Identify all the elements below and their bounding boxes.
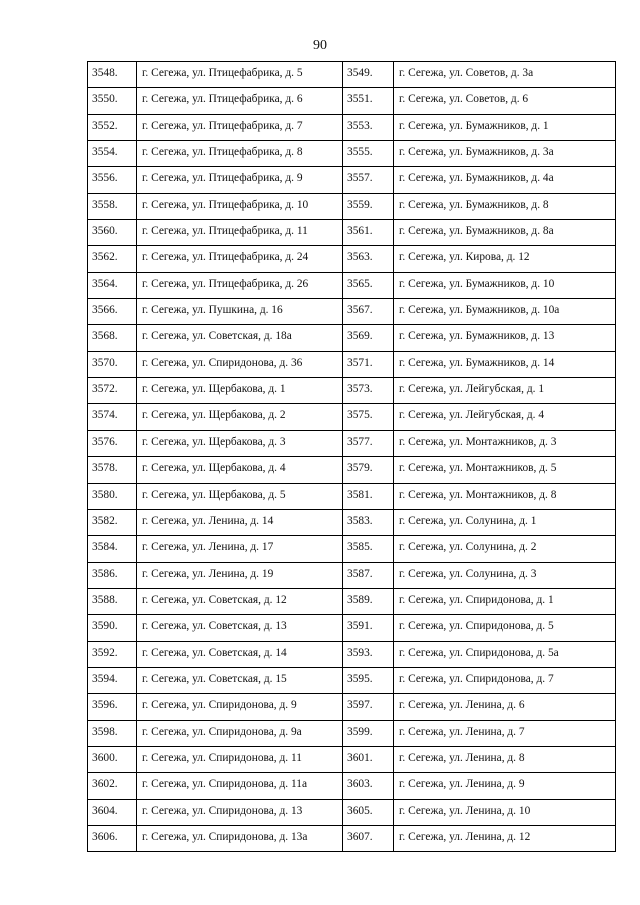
table-row	[88, 457, 616, 483]
address-left: г. Сегежа, ул. Птицефабрика, д. 26	[137, 272, 343, 298]
entry-number-left: 3596.	[88, 694, 137, 720]
address-right: г. Сегежа, ул. Спиридонова, д. 7	[394, 667, 616, 693]
address-right: г. Сегежа, ул. Монтажников, д. 5	[394, 457, 616, 483]
entry-number-left: 3568.	[88, 325, 137, 351]
entry-number-left: 3548.	[88, 62, 137, 88]
address-left: г. Сегежа, ул. Птицефабрика, д. 7	[137, 114, 343, 140]
entry-number-right: 3577.	[343, 430, 394, 456]
address-left: г. Сегежа, ул. Птицефабрика, д. 24	[137, 246, 343, 272]
entry-number-left: 3598.	[88, 720, 137, 746]
entry-number-right: 3595.	[343, 667, 394, 693]
entry-number-right: 3551.	[343, 88, 394, 114]
entry-number-right: 3587.	[343, 562, 394, 588]
table-row	[88, 615, 616, 641]
address-right: г. Сегежа, ул. Кирова, д. 12	[394, 246, 616, 272]
address-right: г. Сегежа, ул. Бумажников, д. 10	[394, 272, 616, 298]
table-row	[88, 720, 616, 746]
entry-number-right: 3575.	[343, 404, 394, 430]
entry-number-right: 3589.	[343, 588, 394, 614]
table-row	[88, 562, 616, 588]
entry-number-right: 3601.	[343, 746, 394, 772]
entry-number-left: 3566.	[88, 299, 137, 325]
entry-number-right: 3593.	[343, 641, 394, 667]
address-left: г. Сегежа, ул. Щербакова, д. 2	[137, 404, 343, 430]
address-left: г. Сегежа, ул. Ленина, д. 17	[137, 536, 343, 562]
table-row	[88, 746, 616, 772]
address-left: г. Сегежа, ул. Ленина, д. 19	[137, 562, 343, 588]
entry-number-left: 3604.	[88, 799, 137, 825]
entry-number-right: 3565.	[343, 272, 394, 298]
table-row	[88, 378, 616, 404]
entry-number-left: 3578.	[88, 457, 137, 483]
table-row	[88, 272, 616, 298]
entry-number-left: 3576.	[88, 430, 137, 456]
table-row	[88, 325, 616, 351]
entry-number-right: 3549.	[343, 62, 394, 88]
entry-number-left: 3562.	[88, 246, 137, 272]
entry-number-left: 3590.	[88, 615, 137, 641]
table-row	[88, 246, 616, 272]
entry-number-left: 3594.	[88, 667, 137, 693]
address-right: г. Сегежа, ул. Солунина, д. 2	[394, 536, 616, 562]
table-row	[88, 88, 616, 114]
table-row	[88, 351, 616, 377]
table-row	[88, 588, 616, 614]
entry-number-left: 3554.	[88, 141, 137, 167]
address-right: г. Сегежа, ул. Бумажников, д. 8	[394, 193, 616, 219]
address-right: г. Сегежа, ул. Бумажников, д. 14	[394, 351, 616, 377]
address-right: г. Сегежа, ул. Солунина, д. 1	[394, 509, 616, 535]
entry-number-left: 3600.	[88, 746, 137, 772]
address-right: г. Сегежа, ул. Спиридонова, д. 1	[394, 588, 616, 614]
table-row	[88, 799, 616, 825]
entry-number-right: 3603.	[343, 773, 394, 799]
address-right: г. Сегежа, ул. Ленина, д. 7	[394, 720, 616, 746]
table-row	[88, 667, 616, 693]
address-right: г. Сегежа, ул. Ленина, д. 12	[394, 825, 616, 851]
entry-number-right: 3573.	[343, 378, 394, 404]
address-right: г. Сегежа, ул. Монтажников, д. 3	[394, 430, 616, 456]
table-row	[88, 193, 616, 219]
entry-number-right: 3569.	[343, 325, 394, 351]
entry-number-left: 3584.	[88, 536, 137, 562]
address-right: г. Сегежа, ул. Бумажников, д. 1	[394, 114, 616, 140]
entry-number-left: 3586.	[88, 562, 137, 588]
page-number: 90	[313, 38, 327, 53]
entry-number-right: 3607.	[343, 825, 394, 851]
entry-number-right: 3581.	[343, 483, 394, 509]
address-left: г. Сегежа, ул. Птицефабрика, д. 11	[137, 220, 343, 246]
entry-number-left: 3556.	[88, 167, 137, 193]
address-left: г. Сегежа, ул. Советская, д. 12	[137, 588, 343, 614]
address-left: г. Сегежа, ул. Щербакова, д. 1	[137, 378, 343, 404]
table-row	[88, 536, 616, 562]
entry-number-right: 3563.	[343, 246, 394, 272]
entry-number-right: 3557.	[343, 167, 394, 193]
address-table	[87, 61, 616, 852]
address-right: г. Сегежа, ул. Монтажников, д. 8	[394, 483, 616, 509]
entry-number-right: 3567.	[343, 299, 394, 325]
table-row	[88, 299, 616, 325]
table-row	[88, 825, 616, 851]
entry-number-left: 3582.	[88, 509, 137, 535]
address-left: г. Сегежа, ул. Щербакова, д. 4	[137, 457, 343, 483]
address-left: г. Сегежа, ул. Ленина, д. 14	[137, 509, 343, 535]
address-left: г. Сегежа, ул. Советская, д. 18а	[137, 325, 343, 351]
entry-number-right: 3559.	[343, 193, 394, 219]
address-right: г. Сегежа, ул. Спиридонова, д. 5а	[394, 641, 616, 667]
entry-number-left: 3558.	[88, 193, 137, 219]
entry-number-left: 3574.	[88, 404, 137, 430]
table-row	[88, 141, 616, 167]
entry-number-left: 3570.	[88, 351, 137, 377]
address-left: г. Сегежа, ул. Советская, д. 13	[137, 615, 343, 641]
entry-number-left: 3560.	[88, 220, 137, 246]
address-right: г. Сегежа, ул. Лейгубская, д. 4	[394, 404, 616, 430]
address-right: г. Сегежа, ул. Советов, д. 3а	[394, 62, 616, 88]
entry-number-left: 3602.	[88, 773, 137, 799]
address-left: г. Сегежа, ул. Птицефабрика, д. 5	[137, 62, 343, 88]
entry-number-right: 3571.	[343, 351, 394, 377]
table-row	[88, 509, 616, 535]
entry-number-right: 3561.	[343, 220, 394, 246]
address-left: г. Сегежа, ул. Спиридонова, д. 13	[137, 799, 343, 825]
entry-number-right: 3599.	[343, 720, 394, 746]
address-left: г. Сегежа, ул. Птицефабрика, д. 9	[137, 167, 343, 193]
address-table-body	[88, 62, 616, 852]
entry-number-left: 3550.	[88, 88, 137, 114]
address-left: г. Сегежа, ул. Птицефабрика, д. 8	[137, 141, 343, 167]
table-row	[88, 483, 616, 509]
address-left: г. Сегежа, ул. Щербакова, д. 3	[137, 430, 343, 456]
address-left: г. Сегежа, ул. Спиридонова, д. 9	[137, 694, 343, 720]
address-right: г. Сегежа, ул. Ленина, д. 6	[394, 694, 616, 720]
entry-number-left: 3552.	[88, 114, 137, 140]
entry-number-left: 3588.	[88, 588, 137, 614]
address-left: г. Сегежа, ул. Спиридонова, д. 11а	[137, 773, 343, 799]
address-left: г. Сегежа, ул. Спиридонова, д. 9а	[137, 720, 343, 746]
address-left: г. Сегежа, ул. Птицефабрика, д. 10	[137, 193, 343, 219]
address-left: г. Сегежа, ул. Спиридонова, д. 36	[137, 351, 343, 377]
address-left: г. Сегежа, ул. Советская, д. 15	[137, 667, 343, 693]
table-row	[88, 773, 616, 799]
address-right: г. Сегежа, ул. Ленина, д. 8	[394, 746, 616, 772]
entry-number-left: 3592.	[88, 641, 137, 667]
entry-number-right: 3585.	[343, 536, 394, 562]
address-left: г. Сегежа, ул. Птицефабрика, д. 6	[137, 88, 343, 114]
address-right: г. Сегежа, ул. Бумажников, д. 4а	[394, 167, 616, 193]
entry-number-left: 3564.	[88, 272, 137, 298]
entry-number-right: 3579.	[343, 457, 394, 483]
address-right: г. Сегежа, ул. Бумажников, д. 13	[394, 325, 616, 351]
address-left: г. Сегежа, ул. Спиридонова, д. 13а	[137, 825, 343, 851]
table-row	[88, 641, 616, 667]
address-right: г. Сегежа, ул. Бумажников, д. 3а	[394, 141, 616, 167]
address-left: г. Сегежа, ул. Советская, д. 14	[137, 641, 343, 667]
entry-number-right: 3597.	[343, 694, 394, 720]
address-right: г. Сегежа, ул. Бумажников, д. 8а	[394, 220, 616, 246]
address-left: г. Сегежа, ул. Спиридонова, д. 11	[137, 746, 343, 772]
address-right: г. Сегежа, ул. Солунина, д. 3	[394, 562, 616, 588]
entry-number-right: 3583.	[343, 509, 394, 535]
table-row	[88, 167, 616, 193]
table-row	[88, 694, 616, 720]
table-row	[88, 220, 616, 246]
address-left: г. Сегежа, ул. Щербакова, д. 5	[137, 483, 343, 509]
entry-number-right: 3553.	[343, 114, 394, 140]
table-row	[88, 114, 616, 140]
table-row	[88, 404, 616, 430]
address-right: г. Сегежа, ул. Лейгубская, д. 1	[394, 378, 616, 404]
address-right: г. Сегежа, ул. Ленина, д. 10	[394, 799, 616, 825]
address-right: г. Сегежа, ул. Спиридонова, д. 5	[394, 615, 616, 641]
address-left: г. Сегежа, ул. Пушкина, д. 16	[137, 299, 343, 325]
entry-number-left: 3572.	[88, 378, 137, 404]
entry-number-right: 3605.	[343, 799, 394, 825]
address-right: г. Сегежа, ул. Советов, д. 6	[394, 88, 616, 114]
address-right: г. Сегежа, ул. Ленина, д. 9	[394, 773, 616, 799]
entry-number-left: 3606.	[88, 825, 137, 851]
address-right: г. Сегежа, ул. Бумажников, д. 10а	[394, 299, 616, 325]
entry-number-right: 3591.	[343, 615, 394, 641]
entry-number-right: 3555.	[343, 141, 394, 167]
entry-number-left: 3580.	[88, 483, 137, 509]
table-row	[88, 430, 616, 456]
table-row	[88, 62, 616, 88]
